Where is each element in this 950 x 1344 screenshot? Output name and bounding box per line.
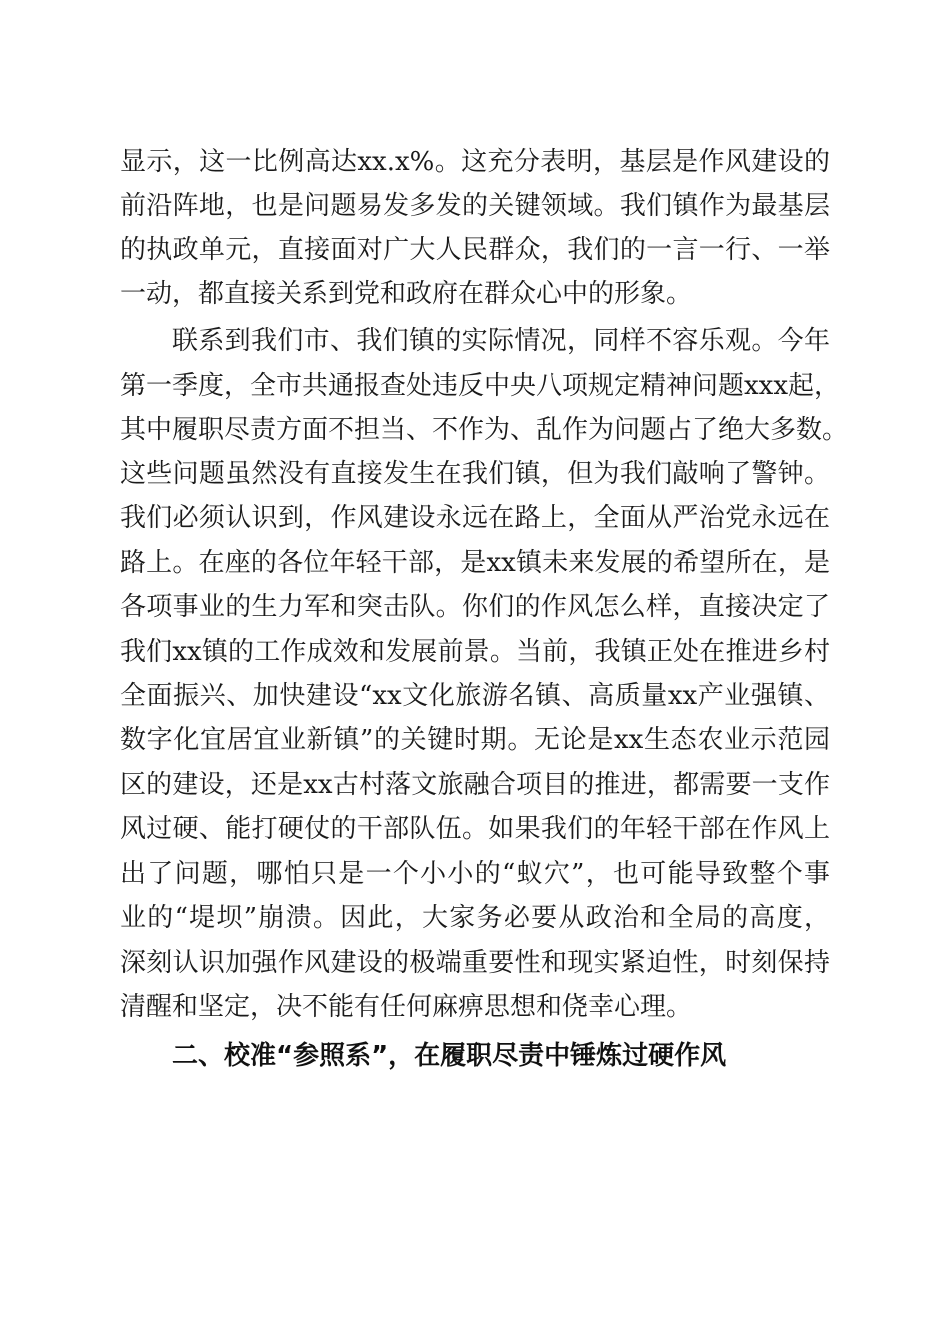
paragraph-2-line-7: 各项事业的生力军和突击队。你们的作风怎么样，直接决定了 (120, 592, 830, 622)
paragraph-2-line-16: 清醒和坚定，决不能有任何麻痹思想和侥幸心理。 (120, 992, 693, 1022)
paragraph-2-line-3: 其中履职尽责方面不担当、不作为、乱作为问题占了绝大多数。 (120, 415, 849, 445)
paragraph-2-line-9: 全面振兴、加快建设“xx文化旅游名镇、高质量xx产业强镇、 (120, 681, 830, 711)
paragraph-2-line-8: 我们xx镇的工作成效和发展前景。当前，我镇正处在推进乡村 (120, 637, 830, 667)
paragraph-2-line-4: 这些问题虽然没有直接发生在我们镇，但为我们敲响了警钟。 (120, 459, 830, 489)
section-heading: 二、校准“参照系”，在履职尽责中锤炼过硬作风 (172, 1041, 727, 1071)
paragraph-2-line-12: 风过硬、能打硬仗的干部队伍。如果我们的年轻干部在作风上 (120, 814, 830, 844)
paragraph-2-line-14: 业的“堤坝”崩溃。因此，大家务必要从政治和全局的高度， (120, 903, 830, 933)
paragraph-1-line-1: 显示，这一比例高达xx.x%。这充分表明，基层是作风建设的 (120, 147, 830, 177)
paragraph-2-line-5: 我们必须认识到，作风建设永远在路上，全面从严治党永远在 (120, 503, 830, 533)
paragraph-2-line-2: 第一季度，全市共通报查处违反中央八项规定精神问题xxx起， (120, 371, 840, 401)
paragraph-2-line-10: 数字化宜居宜业新镇”的关键时期。无论是xx生态农业示范园 (120, 725, 830, 755)
paragraph-2-line-1: 联系到我们市、我们镇的实际情况，同样不容乐观。今年 (172, 326, 830, 356)
paragraph-2-line-15: 深刻认识加强作风建设的极端重要性和现实紧迫性，时刻保持 (120, 948, 830, 978)
paragraph-2-line-6: 路上。在座的各位年轻干部，是xx镇未来发展的希望所在，是 (120, 548, 830, 578)
paragraph-1-line-2: 前沿阵地，也是问题易发多发的关键领域。我们镇作为最基层 (120, 191, 830, 221)
paragraph-2-line-11: 区的建设，还是xx古村落文旅融合项目的推进，都需要一支作 (120, 770, 830, 800)
paragraph-2-line-13: 出了问题，哪怕只是一个小小的“蚁穴”，也可能导致整个事 (120, 859, 830, 889)
paragraph-1-line-3: 的执政单元，直接面对广大人民群众，我们的一言一行、一举 (120, 235, 830, 265)
paragraph-1-line-4: 一动，都直接关系到党和政府在群众心中的形象。 (120, 279, 693, 309)
